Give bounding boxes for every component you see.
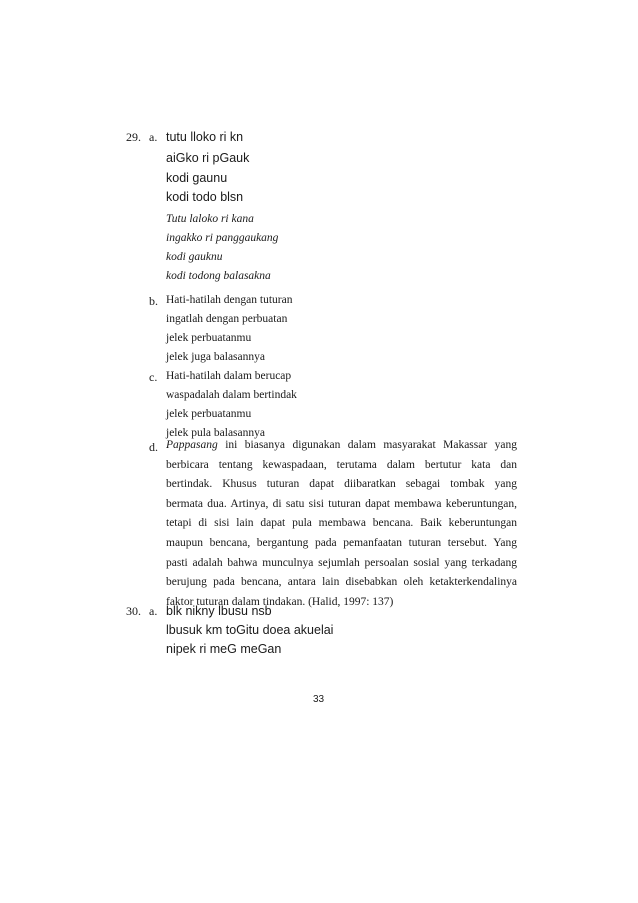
translation-line: ingatlah dengan perbuatan (166, 313, 288, 325)
latin-line: kodi gauknu (166, 251, 223, 263)
item-29b-label: b. (149, 294, 158, 308)
item-29c-label: c. (149, 370, 158, 384)
item-29d-label: d. (149, 440, 158, 454)
script-line: lbusuk km toGitu doea akuelai (166, 623, 334, 637)
page-number: 33 (313, 694, 325, 705)
translation-line: Hati-hatilah dalam berucap (166, 370, 292, 382)
pappasang-term: Pappasang (166, 439, 218, 451)
script-line: aiGko ri pGauk (166, 151, 250, 165)
script-line: blk nikny lbusu nsb (166, 604, 272, 618)
paragraph-line: faktor tuturan dalam tindakan. (Halid, 1997: 137) (166, 595, 394, 608)
latin-line: ingakko ri panggaukang (166, 232, 279, 244)
translation-line: jelek perbuatanmu (166, 408, 252, 420)
paragraph-line: pasti adalah bahwa munculnya sejumlah persoalan sosial yang terkadang (166, 556, 517, 569)
translation-line: jelek perbuatanmu (166, 332, 252, 344)
script-line: tutu lloko ri kn (166, 130, 244, 144)
item-30-number: 30. (126, 604, 141, 618)
item-29-number: 29. (126, 130, 141, 144)
script-line: kodi todo blsn (166, 190, 244, 204)
item-30a-label: a. (149, 604, 158, 618)
item-29d-paragraph (166, 436, 517, 612)
script-line: nipek ri meG meGan (166, 642, 282, 656)
latin-line: Tutu laloko ri kana (166, 213, 254, 225)
paragraph-line: berujung pada bencana, antara lain disebabkan oleh ketakterkendalinya (166, 576, 517, 589)
latin-line: kodi todong balasakna (166, 270, 271, 282)
paragraph-first-line-rest: ini biasanya digunakan dalam masyarakat Makassar yang (217, 439, 517, 451)
paragraph-line: berbicara tentang kewaspadaan, terutama dalam bertutur kata dan (166, 458, 517, 471)
translation-line: jelek pula balasannya (166, 427, 265, 439)
paragraph-line: bermata dua. Artinya, di satu sisi tuturan dapat membawa keberuntungan, (166, 497, 517, 510)
script-line: kodi gaunu (166, 171, 228, 185)
translation-line: waspadalah dalam bertindak (166, 389, 297, 401)
paragraph-line (166, 436, 517, 456)
item-29a-label: a. (149, 130, 158, 144)
translation-line: Hati-hatilah dengan tuturan (166, 294, 293, 306)
translation-line: jelek juga balasannya (166, 351, 265, 363)
paragraph-line: bertindak. Khusus tuturan dapat diibaratkan sebagai tombak yang (166, 478, 517, 491)
paragraph-line: tetapi di sisi lain dapat pula membawa bencana. Baik keberuntungan (166, 517, 517, 530)
paragraph-line: maupun bencana, bergantung pada pemanfaatan tuturan tersebut. Yang (166, 536, 517, 549)
